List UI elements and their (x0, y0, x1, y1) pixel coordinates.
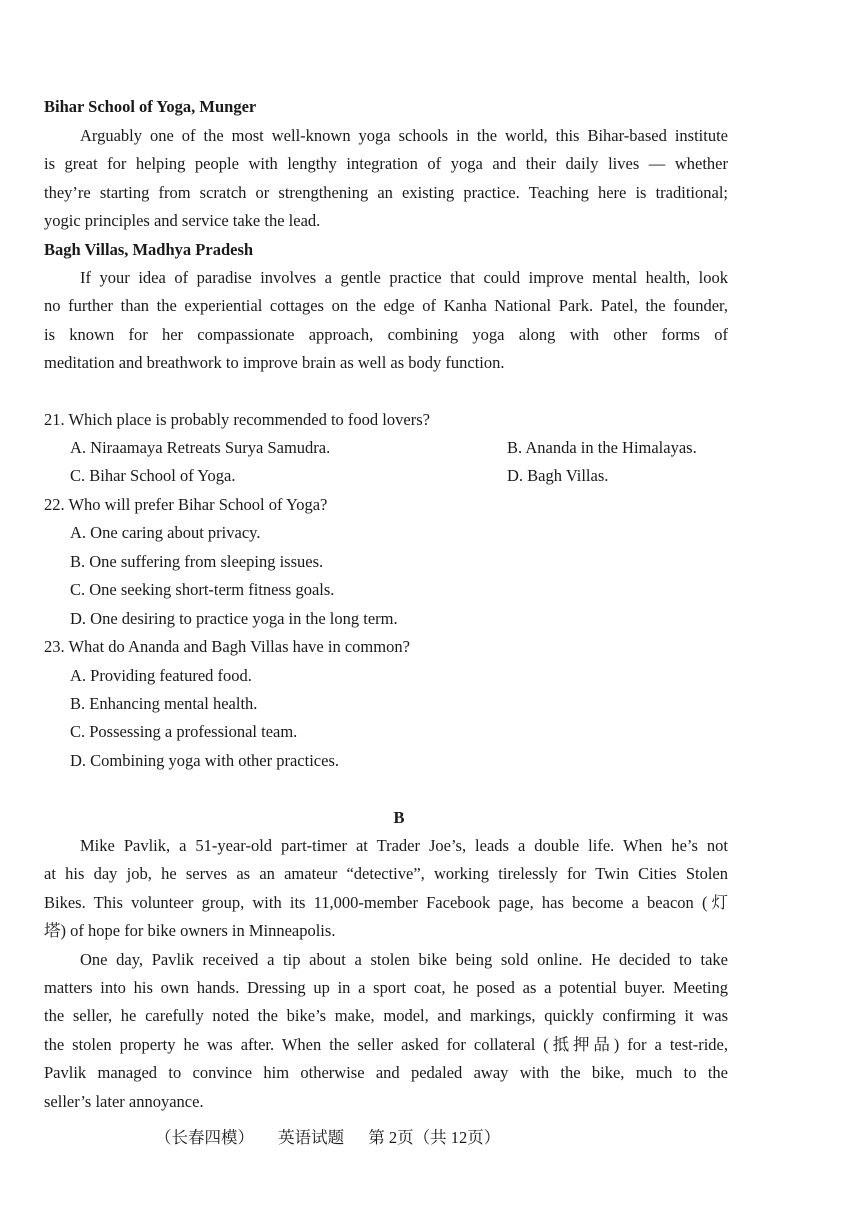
b-para2-line-1: One day, Pavlik received a tip about a stolen bike being sold online. He decided to take (80, 950, 728, 969)
q22-option-a: A. One caring about privacy. (70, 523, 261, 542)
bihar-line-2: is great for helping people with lengthy integration of yoga and their daily lives — whether (44, 154, 728, 173)
bagh-line-1: If your idea of paradise involves a gentle practice that could improve mental health, look (80, 268, 728, 287)
question-21: 21. Which place is probably recommended to food lovers? (44, 410, 430, 429)
b-para2-line-3: the seller, he carefully noted the bike’s make, model, and markings, quickly confirming it was (44, 1006, 728, 1025)
bagh-line-4: meditation and breathwork to improve brain as well as body function. (44, 353, 505, 372)
footer-page-number: 第 2页（共 12页） (368, 1128, 501, 1147)
b-para1-line-1: Mike Pavlik, a 51-year-old part-timer at Trader Joe’s, leads a double life. When he’s not (80, 836, 728, 855)
b-para2-line-6: seller’s later annoyance. (44, 1092, 204, 1111)
question-22: 22. Who will prefer Bihar School of Yoga? (44, 495, 328, 514)
b-para1-line-2: at his day job, he serves as an amateur “detective”, working tirelessly for Twin Cities Stolen (44, 864, 728, 883)
q21-option-c: C. Bihar School of Yoga. (70, 466, 236, 485)
q23-option-b: B. Enhancing mental health. (70, 694, 258, 713)
question-23: 23. What do Ananda and Bagh Villas have in common? (44, 637, 410, 656)
section-b-label: B (393, 808, 405, 827)
q23-option-d: D. Combining yoga with other practices. (70, 751, 339, 770)
bagh-line-3: is known for her compassionate approach, combining yoga along with other forms of (44, 325, 728, 344)
b-para2-line-2: matters into his own hands. Dressing up in a sport coat, he posed as a potential buyer. Meeting (44, 978, 728, 997)
q22-option-b: B. One suffering from sleeping issues. (70, 552, 324, 571)
q22-option-c: C. One seeking short-term fitness goals. (70, 580, 335, 599)
bihar-line-4: yogic principles and service take the lead. (44, 211, 321, 230)
b-para2-line-5: Pavlik managed to convince him otherwise and pedaled away with the bike, much to the (44, 1063, 728, 1082)
bagh-line-2: no further than the experiential cottages on the edge of Kanha National Park. Patel, the founder, (44, 296, 728, 315)
bihar-line-3: they’re starting from scratch or strengthening an existing practice. Teaching here is traditional; (44, 183, 728, 202)
b-para2-line-4: the stolen property he was after. When the seller asked for collateral (抵押品) for a test-ride, (44, 1035, 728, 1054)
q21-option-a: A. Niraamaya Retreats Surya Samudra. (70, 438, 331, 457)
b-para1-line-4: 塔) of hope for bike owners in Minneapolis. (44, 921, 336, 940)
bagh-heading: Bagh Villas, Madhya Pradesh (44, 240, 254, 259)
q23-option-a: A. Providing featured food. (70, 666, 252, 685)
bihar-line-1: Arguably one of the most well-known yoga schools in the world, this Bihar-based institute (80, 126, 728, 145)
b-para1-line-3: Bikes. This volunteer group, with its 11,000-member Facebook page, has become a beacon (灯 (44, 893, 728, 912)
q21-option-d: D. Bagh Villas. (507, 466, 609, 485)
q21-option-b: B. Ananda in the Himalayas. (507, 438, 697, 457)
footer-exam: （长春四模） (155, 1128, 254, 1147)
footer-subject: 英语试题 (278, 1128, 345, 1147)
q23-option-c: C. Possessing a professional team. (70, 722, 298, 741)
bihar-heading: Bihar School of Yoga, Munger (44, 97, 257, 116)
q22-option-d: D. One desiring to practice yoga in the long term. (70, 609, 398, 628)
page-footer (155, 1128, 520, 1148)
